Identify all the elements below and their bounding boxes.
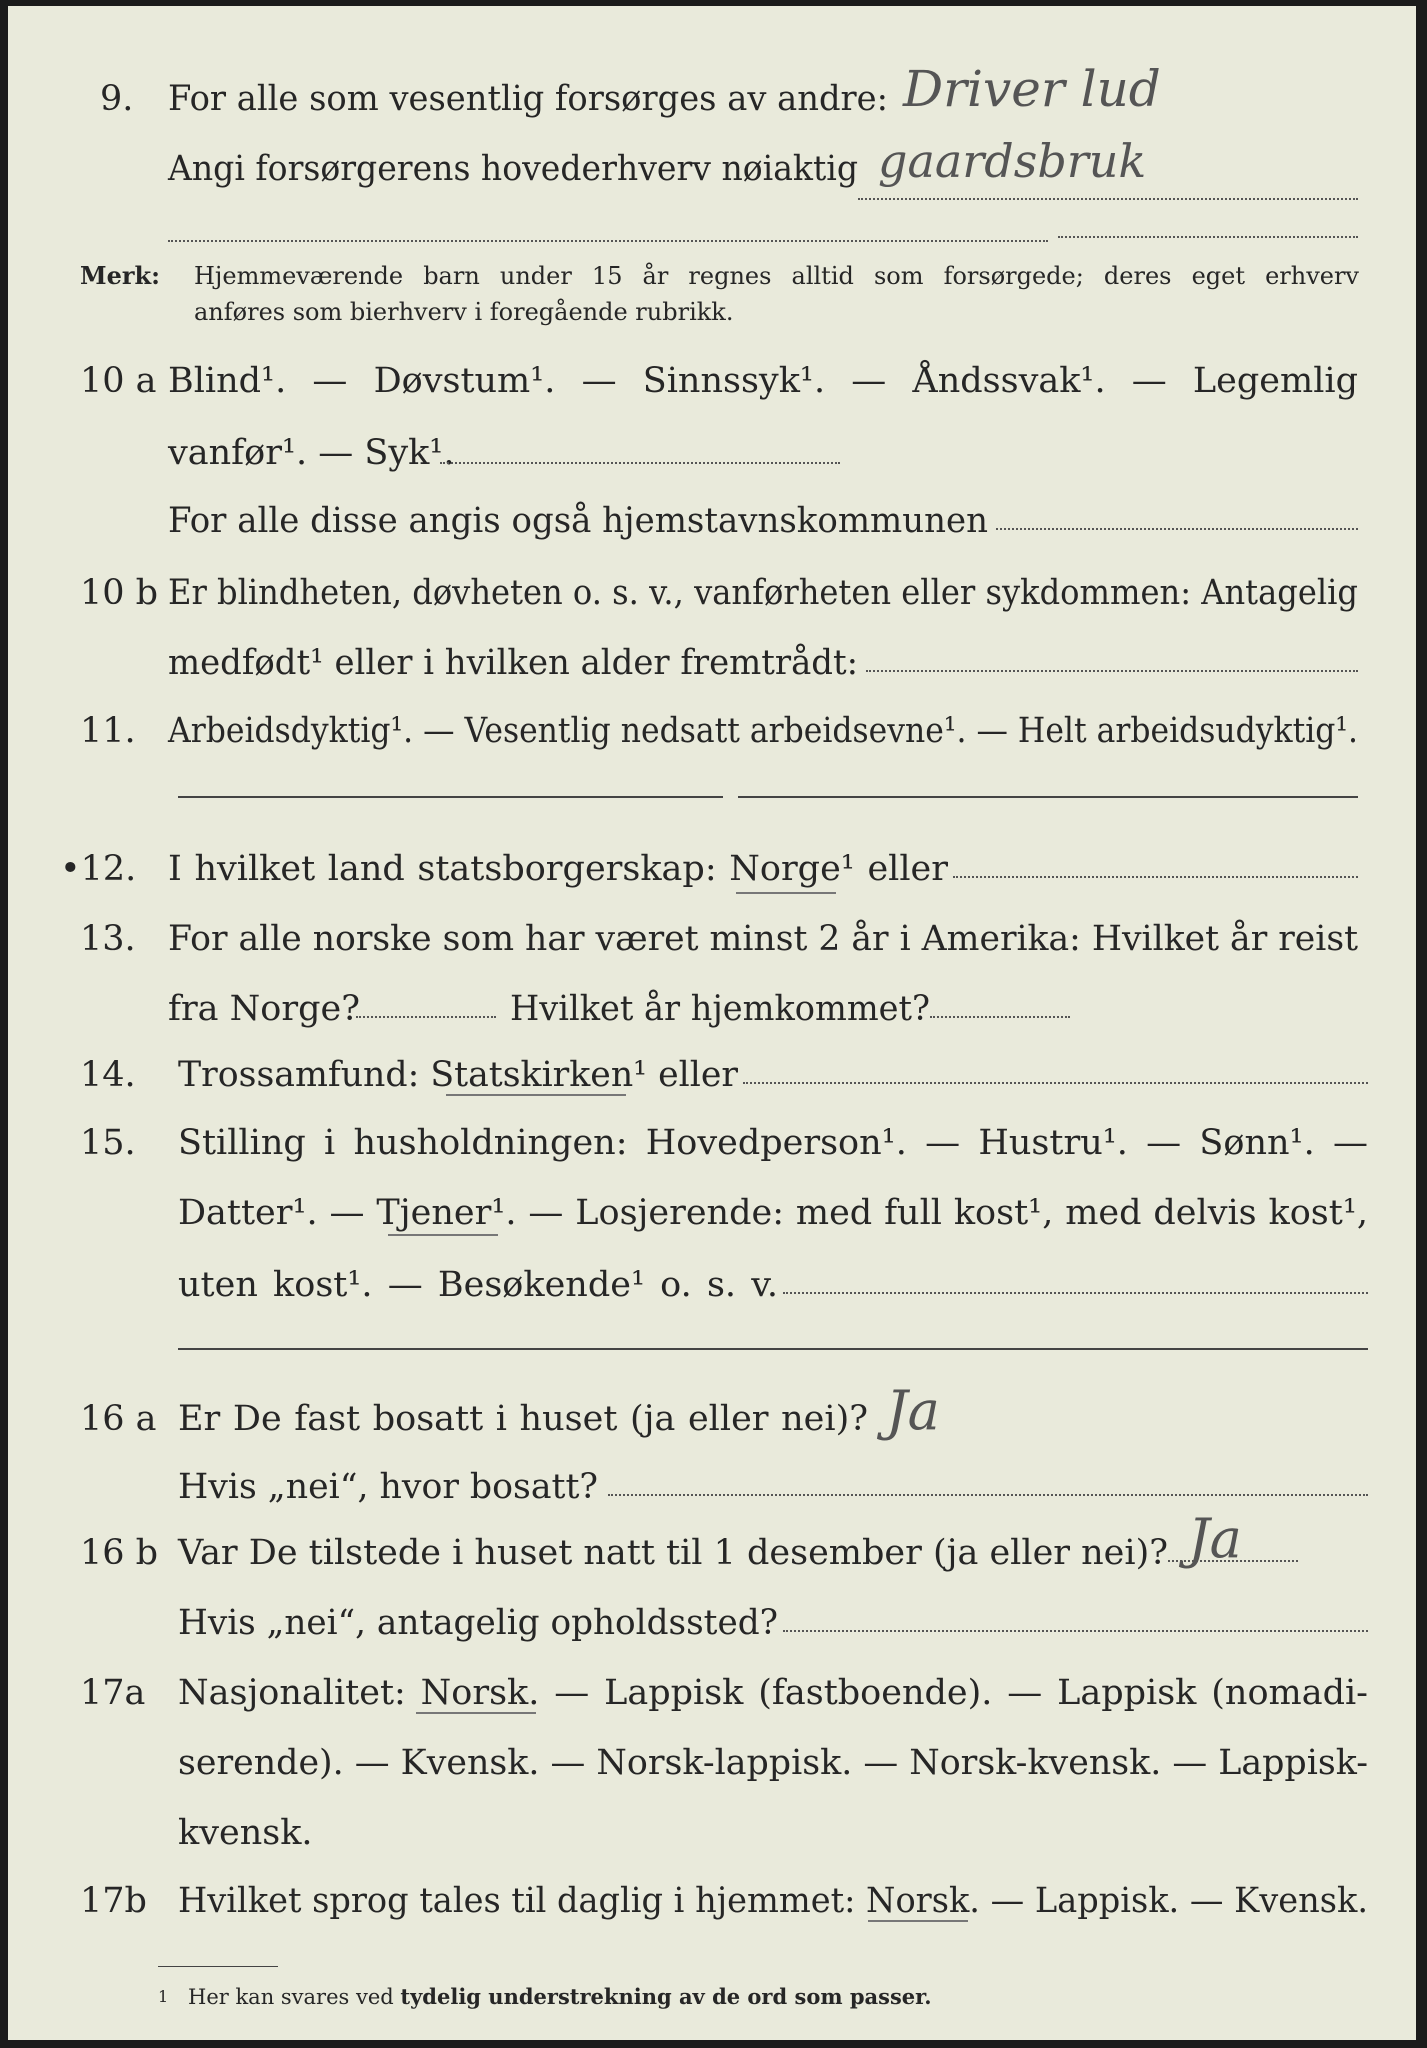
question-text: Hvis „nei“, hvor bosatt? (178, 1467, 598, 1507)
item-number: 9. (100, 79, 134, 119)
footnote-mark: 1 (158, 1987, 169, 2006)
question-text: Angi forsørgerens hovederhverv nøiaktig (168, 149, 858, 189)
answer-line (866, 670, 1358, 672)
question-text: Hvilket år hjemkommet? (510, 989, 930, 1029)
question-text: Blind¹. — Døvstum¹. — Sinnssyk¹. — Åndssvak¹. — Legemlig (168, 361, 1358, 401)
item-number: 16 b (80, 1533, 159, 1573)
question-text: Hvis „nei“, antagelig opholdssted? (178, 1603, 778, 1643)
question-text: Trossamfund: Statskirken¹ eller (178, 1055, 738, 1095)
footnote-rule (158, 1966, 278, 1967)
answer-line (858, 198, 1358, 200)
question-text: medfødt¹ eller i hvilken alder fremtrådt: (168, 643, 858, 683)
question-text: fra Norge? (168, 989, 360, 1029)
underline-mark (388, 1234, 498, 1236)
question-text: Er De fast bosatt i huset (ja eller nei)? (178, 1399, 868, 1439)
answer-line (168, 240, 1048, 242)
footnote-bold: tydelig understrekning av de ord som passer. (400, 1984, 932, 2009)
question-text: Var De tilstede i huset natt til 1 desember (ja eller nei)? (178, 1533, 1168, 1573)
answer-line (930, 1016, 1070, 1018)
handwritten-answer: Ja (1188, 1507, 1242, 1570)
note-text: anføres som bierhverv i foregående rubrikk. (194, 298, 734, 326)
answer-line (738, 796, 1358, 798)
item-number: 10 b (80, 573, 159, 613)
handwritten-answer: Ja (886, 1379, 940, 1442)
answer-line (953, 876, 1358, 878)
answer-line (178, 796, 723, 798)
question-text: vanfør¹. — Syk¹. (168, 433, 455, 473)
item-number: 17b (80, 1881, 147, 1921)
underline-mark (868, 1920, 968, 1922)
item-number: 17a (80, 1673, 146, 1713)
underline-mark (736, 892, 836, 894)
question-text: serende). — Kvensk. — Norsk-lappisk. — Norsk-kvensk. — Lappisk- (178, 1743, 1368, 1783)
note-text: Hjemmeværende barn under 15 år regnes alltid som forsørgede; deres eget erhverv (194, 262, 1359, 290)
item-number: 11. (80, 711, 136, 751)
item-number: 10 a (80, 361, 157, 401)
item-number: 13. (80, 919, 136, 959)
question-text: Arbeidsdyktig¹. — Vesentlig nedsatt arbeidsevne¹. — Helt arbeidsudyktig¹. (168, 711, 1358, 751)
answer-line (743, 1082, 1368, 1084)
answer-line (440, 462, 840, 464)
handwritten-answer: gaardsbruk (878, 134, 1147, 188)
answer-line (356, 1016, 496, 1018)
answer-line (783, 1292, 1368, 1294)
answer-line (178, 1348, 1368, 1350)
note-label: Merk: (80, 261, 160, 290)
underline-mark (416, 1712, 536, 1714)
handwritten-answer: Driver lud (903, 60, 1161, 118)
item-number: 15. (80, 1123, 136, 1163)
underline-mark (446, 1094, 626, 1096)
answer-line (608, 1494, 1368, 1496)
question-text: Hvilket sprog tales til daglig i hjemmet: Norsk. — Lappisk. — Kvensk. (178, 1881, 1368, 1921)
item-number: •12. (60, 849, 137, 889)
question-text: Stilling i husholdningen: Hovedperson¹. — Hustru¹. — Sønn¹. — (178, 1123, 1368, 1163)
question-text: For alle disse angis også hjemstavnskommunen (168, 501, 988, 541)
question-text: Datter¹. — Tjener¹. — Losjerende: med full kost¹, med delvis kost¹, (178, 1193, 1368, 1233)
item-number: 16 a (80, 1399, 157, 1439)
question-text: Er blindheten, døvheten o. s. v., vanførheten eller sykdommen: Antagelig (168, 573, 1358, 613)
answer-line (1168, 1560, 1298, 1562)
question-text: uten kost¹. — Besøkende¹ o. s. v. (178, 1265, 778, 1305)
question-text: For alle som vesentlig forsørges av andre: (168, 79, 888, 119)
footnote-pre: Her kan svares ved (188, 1985, 394, 2009)
question-text: For alle norske som har været minst 2 år i Amerika: Hvilket år reist (168, 919, 1358, 959)
question-text: kvensk. (178, 1813, 313, 1853)
question-text: Nasjonalitet: Norsk. — Lappisk (fastboende). — Lappisk (nomadi- (178, 1673, 1368, 1713)
answer-line (783, 1630, 1368, 1632)
footnote-text (188, 1986, 932, 2008)
answer-line (996, 528, 1358, 530)
answer-line (1058, 236, 1358, 238)
question-text: I hvilket land statsborgerskap: Norge¹ eller (168, 849, 948, 889)
census-form-page (8, 6, 1416, 2040)
item-number: 14. (80, 1055, 136, 1095)
